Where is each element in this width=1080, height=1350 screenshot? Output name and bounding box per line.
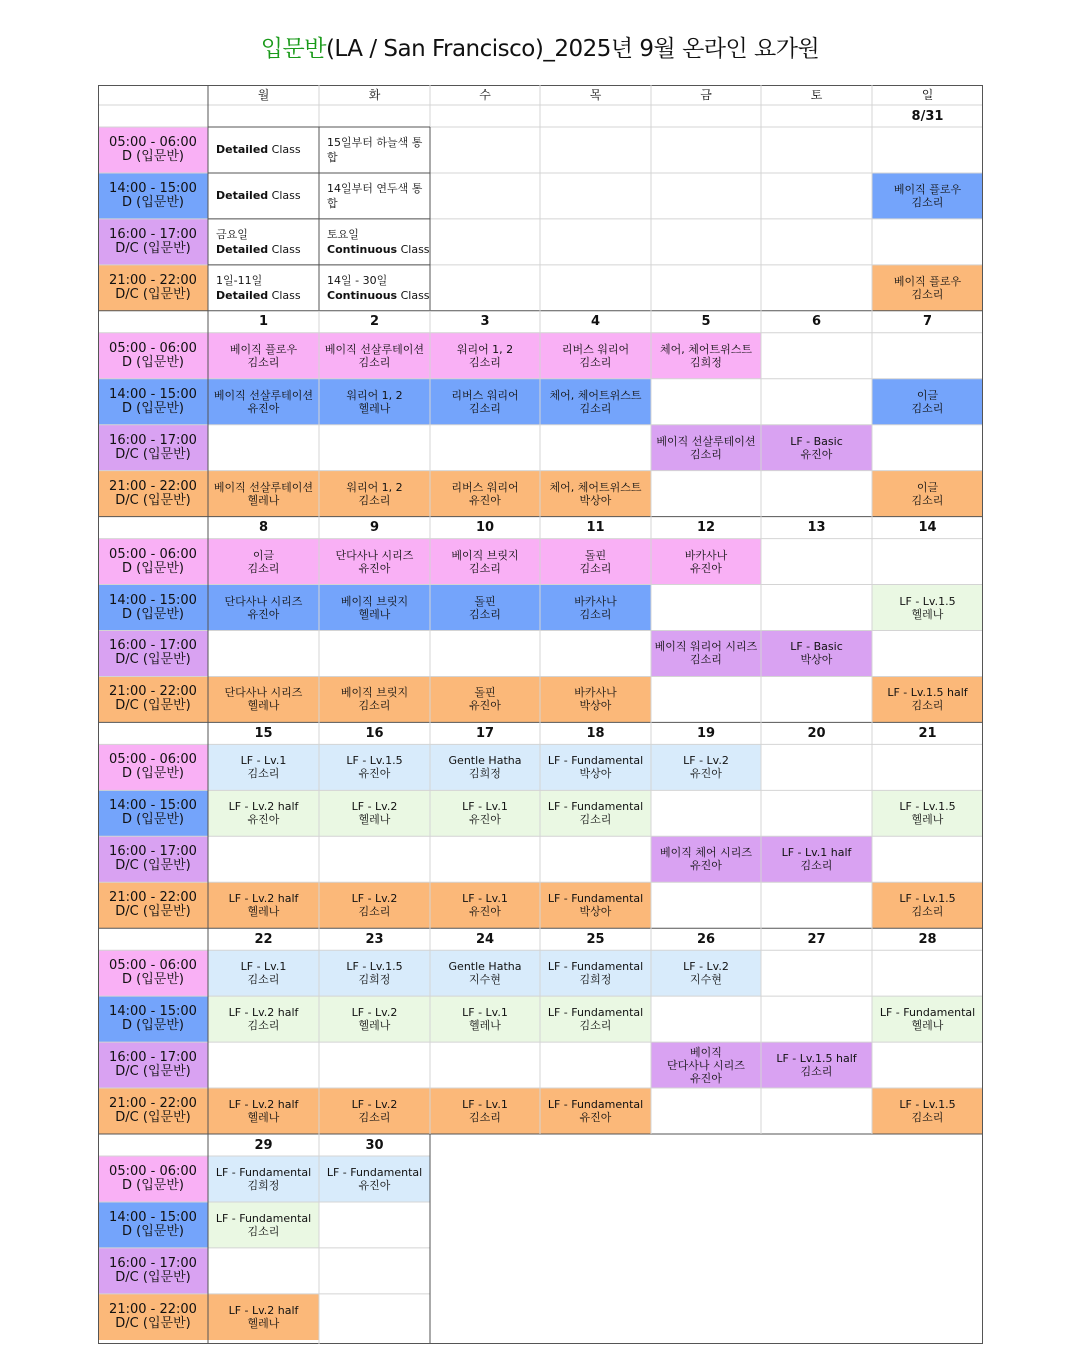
class-name: 워리어 1, 2 <box>346 480 403 494</box>
schedule-table <box>98 85 983 1344</box>
class-name: 리버스 워리어 <box>451 480 519 494</box>
instructor-name: 박상아 <box>579 699 612 713</box>
slot-time: 05:00 - 06:00 <box>109 1163 197 1179</box>
day-header: 금 <box>700 87 712 102</box>
class-name: LF - Lv.1 <box>462 892 508 906</box>
instructor-name: 김소리 <box>911 287 944 301</box>
date-label: 20 <box>807 725 826 741</box>
instructor-name: 김소리 <box>247 561 280 575</box>
class-name: LF - Lv.1 <box>462 1006 508 1020</box>
instructor-name: 김소리 <box>911 699 944 713</box>
instructor-name: 김소리 <box>247 1019 280 1033</box>
slot-time: 14:00 - 15:00 <box>109 1209 197 1225</box>
class-name: LF - Basic <box>790 434 843 448</box>
note-text: Detailed <box>216 288 269 302</box>
class-name: 베이직 <box>690 1045 722 1059</box>
slot-time: 14:00 - 15:00 <box>109 1004 197 1020</box>
instructor-name: 유진아 <box>358 767 391 781</box>
class-name: 워리어 1, 2 <box>346 388 403 402</box>
instructor-name: 헬레나 <box>247 905 280 919</box>
note-text: 토요일 <box>327 227 359 241</box>
class-name: 베이직 플로우 <box>229 342 298 356</box>
slot-type: D/C (입문반) <box>115 1269 191 1285</box>
class-name: 바카사나 <box>684 548 728 562</box>
slot-type: D/C (입문반) <box>115 240 191 256</box>
class-name: LF - Fundamental <box>547 960 644 974</box>
slot-type: D/C (입문반) <box>115 286 191 302</box>
instructor-name: 김소리 <box>800 859 833 873</box>
date-label: 30 <box>365 1137 384 1153</box>
date-label: 9 <box>369 520 380 536</box>
slot-type: D (입문반) <box>122 812 184 828</box>
class-name: LF - Fundamental <box>547 1098 644 1112</box>
instructor-name: 헬레나 <box>911 1019 944 1033</box>
instructor-name: 헬레나 <box>247 493 280 507</box>
date-label: 11 <box>586 520 605 536</box>
instructor-name: 김소리 <box>469 355 501 369</box>
slot-type: D/C (입문반) <box>115 652 191 668</box>
instructor-name: 박상아 <box>579 767 612 781</box>
instructor-name: 헬레나 <box>247 1316 280 1330</box>
title-highlight: 입문반 <box>260 36 326 62</box>
slot-time: 14:00 - 15:00 <box>109 592 197 608</box>
instructor-name: 김소리 <box>911 493 944 507</box>
slot-time: 05:00 - 06:00 <box>109 752 197 768</box>
class-name: LF - Lv.1.5 half <box>776 1052 857 1066</box>
instructor-name: 헬레나 <box>358 401 391 415</box>
slot-time: 16:00 - 17:00 <box>109 638 197 654</box>
instructor-name: 유진아 <box>247 607 280 621</box>
slot-type: D/C (입문반) <box>115 1315 191 1331</box>
class-name: 단다사나 시리즈 <box>335 548 414 562</box>
instructor-name: 김소리 <box>247 973 280 987</box>
note-text: Detailed <box>216 189 269 203</box>
class-name: 베이직 체어 시리즈 <box>659 846 752 860</box>
instructor-name: 김소리 <box>579 607 612 621</box>
slot-time: 21:00 - 22:00 <box>109 272 197 288</box>
class-name: 베이직 브릿지 <box>340 686 409 700</box>
class-name: 바카사나 <box>574 686 617 700</box>
class-name: 단다사나 시리즈 <box>224 594 303 608</box>
slot-time: 16:00 - 17:00 <box>109 1050 197 1066</box>
class-name: 돌핀 <box>474 594 496 608</box>
instructor-name: 헬레나 <box>469 1019 501 1033</box>
class-name: 베이직 워리어 시리즈 <box>654 640 758 654</box>
date-label: 29 <box>254 1137 273 1153</box>
instructor-name: 유진아 <box>690 859 722 873</box>
instructor-name: 김소리 <box>358 493 391 507</box>
note-text: 1일-11일 <box>216 273 263 287</box>
instructor-name: 유진아 <box>690 767 722 781</box>
slot-time: 16:00 - 17:00 <box>109 226 197 242</box>
slot-time: 16:00 - 17:00 <box>109 844 197 860</box>
date-label: 27 <box>807 931 826 947</box>
instructor-name: 김소리 <box>579 1019 612 1033</box>
class-name: LF - Lv.2 half <box>228 1098 299 1112</box>
note-text: Class <box>268 189 301 203</box>
instructor-name: 김희정 <box>247 1178 280 1192</box>
class-name: Gentle Hatha <box>448 754 522 768</box>
class-name: Gentle Hatha <box>448 960 522 974</box>
instructor-name: 유진아 <box>690 561 722 575</box>
slot-time: 21:00 - 22:00 <box>109 478 197 494</box>
instructor-name: 헬레나 <box>358 813 391 827</box>
note-text: 14일부터 연두색 통합 <box>327 181 423 210</box>
instructor-name: 김소리 <box>469 607 501 621</box>
instructor-name: 김소리 <box>911 401 944 415</box>
slot-type: D/C (입문반) <box>115 904 191 920</box>
slot-type: D (입문반) <box>122 1223 184 1239</box>
class-name: 베이직 플로우 <box>893 182 962 196</box>
instructor-name: 김소리 <box>247 1224 280 1238</box>
class-name: LF - Lv.1.5 <box>346 960 403 974</box>
slot-time: 14:00 - 15:00 <box>109 180 197 196</box>
page-title <box>0 30 1080 63</box>
class-name: LF - Fundamental <box>879 1006 976 1020</box>
note-text: Class <box>397 288 430 302</box>
slot-type: D (입문반) <box>122 400 184 416</box>
instructor-name: 김희정 <box>358 973 391 987</box>
date-label: 19 <box>696 725 716 741</box>
date-label: 3 <box>480 314 490 330</box>
date-label: 15 <box>254 725 273 741</box>
class-name: LF - Lv.1 <box>240 960 287 974</box>
note-text: 14일 - 30일 <box>327 273 388 287</box>
slot-time: 05:00 - 06:00 <box>109 958 197 974</box>
instructor-name: 김희정 <box>690 355 722 369</box>
instructor-name: 김소리 <box>911 195 944 209</box>
date-label: 28 <box>918 931 937 947</box>
instructor-name: 유진아 <box>358 561 391 575</box>
instructor-name: 헬레나 <box>911 813 944 827</box>
slot-time: 05:00 - 06:00 <box>109 546 197 562</box>
instructor-name: 김소리 <box>247 355 280 369</box>
slot-type: D (입문반) <box>122 560 184 576</box>
class-name: 체어, 체어트위스트 <box>549 480 642 494</box>
slot-type: D/C (입문반) <box>115 446 191 462</box>
class-name: LF - Lv.2 half <box>228 1303 299 1317</box>
instructor-name: 유진아 <box>800 447 833 461</box>
note-text: 15일부터 하늘색 통합 <box>327 135 423 164</box>
class-name: LF - Lv.2 <box>351 1098 398 1112</box>
date-label: 16 <box>365 725 384 741</box>
slot-time: 16:00 - 17:00 <box>109 432 197 448</box>
note-text: Continuous <box>327 288 398 302</box>
slot-type: D (입문반) <box>122 194 184 210</box>
slot-time: 14:00 - 15:00 <box>109 798 197 814</box>
title-rest: (LA / San Francisco)_2025년 9월 온라인 요가원 <box>325 36 820 62</box>
class-name: LF - Lv.2 <box>683 960 729 974</box>
slot-type: D (입문반) <box>122 1177 184 1193</box>
instructor-name: 헬레나 <box>358 607 391 621</box>
class-name: LF - Lv.1.5 <box>899 800 956 814</box>
instructor-name: 유진아 <box>469 905 501 919</box>
date-label: 22 <box>254 931 273 947</box>
class-name: 돌핀 <box>474 686 496 700</box>
class-name: 리버스 워리어 <box>451 388 519 402</box>
slot-type: D (입문반) <box>122 148 184 164</box>
date-label: 14 <box>918 520 937 536</box>
class-name: LF - Lv.1 half <box>781 846 852 860</box>
date-label: 24 <box>475 931 495 947</box>
class-name: 이글 <box>252 548 275 562</box>
instructor-name: 유진아 <box>247 813 280 827</box>
instructor-name: 김소리 <box>800 1065 833 1079</box>
instructor-name: 박상아 <box>579 493 612 507</box>
class-name: 워리어 1, 2 <box>456 342 514 356</box>
date-label: 17 <box>475 725 495 741</box>
instructor-name: 김소리 <box>579 401 612 415</box>
slot-time: 21:00 - 22:00 <box>109 1096 197 1112</box>
date-label: 26 <box>696 931 716 947</box>
date-label: 18 <box>586 725 605 741</box>
slot-type: D/C (입문반) <box>115 1064 191 1080</box>
instructor-name: 헬레나 <box>911 607 944 621</box>
slot-type: D (입문반) <box>122 972 184 988</box>
class-name: LF - Lv.2 <box>351 892 398 906</box>
class-name: 베이직 선살루테이션 <box>213 480 314 494</box>
date-label: 12 <box>696 520 716 536</box>
instructor-name: 유진아 <box>358 1178 391 1192</box>
note-text: Detailed <box>216 242 269 256</box>
instructor-name: 김소리 <box>469 401 501 415</box>
day-header: 일 <box>921 87 934 102</box>
instructor-name: 김희정 <box>469 767 501 781</box>
instructor-name: 김소리 <box>358 1111 391 1125</box>
instructor-name: 유진아 <box>690 1071 722 1085</box>
slot-time: 05:00 - 06:00 <box>109 134 197 150</box>
instructor-name: 김소리 <box>358 699 391 713</box>
note-text: 금요일 <box>216 227 248 241</box>
instructor-name: 김소리 <box>469 1111 501 1125</box>
date-label: 8 <box>258 520 269 536</box>
class-name: LF - Lv.2 <box>351 1006 398 1020</box>
date-label: 21 <box>918 725 937 741</box>
date-label: 10 <box>475 520 495 536</box>
note-text: Class <box>268 288 301 302</box>
instructor-name: 박상아 <box>800 653 833 667</box>
instructor-name: 김소리 <box>579 355 612 369</box>
class-name: LF - Lv.2 <box>683 754 729 768</box>
slot-time: 14:00 - 15:00 <box>109 386 197 402</box>
day-header: 월 <box>257 87 270 102</box>
day-header: 토 <box>810 87 823 102</box>
grid-lines <box>98 85 983 1344</box>
date-label: 4 <box>590 314 601 330</box>
note-text: Class <box>268 242 301 256</box>
class-name: 체어, 체어트위스트 <box>659 342 752 356</box>
instructor-name: 유진아 <box>469 493 501 507</box>
class-name: LF - Fundamental <box>215 1211 312 1225</box>
date-label: 6 <box>811 314 822 330</box>
class-name: LF - Lv.1.5 <box>899 892 956 906</box>
class-name: 베이직 선살루테이션 <box>324 342 425 356</box>
slot-time: 21:00 - 22:00 <box>109 890 197 906</box>
slot-type: D/C (입문반) <box>115 492 191 508</box>
class-name: 단다사나 시리즈 <box>224 686 303 700</box>
class-name: 베이직 브릿지 <box>340 594 409 608</box>
instructor-name: 김소리 <box>579 561 612 575</box>
class-name: LF - Lv.2 <box>351 800 398 814</box>
class-name: LF - Fundamental <box>326 1165 423 1179</box>
slot-type: D (입문반) <box>122 606 184 622</box>
instructor-name: 김소리 <box>358 905 391 919</box>
class-name: LF - Lv.2 half <box>228 800 299 814</box>
instructor-name: 김소리 <box>469 561 501 575</box>
class-name: 이글 <box>916 480 939 494</box>
instructor-name: 김소리 <box>911 905 944 919</box>
class-name: 베이직 선살루테이션 <box>213 388 314 402</box>
slot-time: 16:00 - 17:00 <box>109 1255 197 1271</box>
note-text: Class <box>268 143 301 157</box>
instructor-name: 유진아 <box>469 813 501 827</box>
class-name: LF - Lv.1 <box>462 1098 508 1112</box>
class-name: LF - Lv.1.5 half <box>887 686 968 700</box>
instructor-name: 김소리 <box>690 653 722 667</box>
date-label: 23 <box>365 931 384 947</box>
date-label: 2 <box>369 314 380 330</box>
instructor-name: 헬레나 <box>247 1111 280 1125</box>
class-name: LF - Lv.1.5 <box>899 1098 956 1112</box>
instructor-name: 김소리 <box>247 767 280 781</box>
date-label: 1 <box>258 314 269 330</box>
class-name: 돌핀 <box>584 548 607 562</box>
class-name: LF - Fundamental <box>547 754 644 768</box>
class-name: 리버스 워리어 <box>561 342 630 356</box>
instructor-name: 김소리 <box>911 1111 944 1125</box>
class-name: 베이직 브릿지 <box>451 548 519 562</box>
date-label: 25 <box>586 931 605 947</box>
instructor-name: 김소리 <box>579 813 612 827</box>
instructor-name: 김소리 <box>358 355 391 369</box>
class-name: LF - Lv.1 <box>462 800 508 814</box>
class-name: 바카사나 <box>574 594 617 608</box>
class-name: LF - Basic <box>790 640 843 654</box>
instructor-name: 김희정 <box>579 973 612 987</box>
class-name: 체어, 체어트위스트 <box>549 388 642 402</box>
note-text: Class <box>397 242 430 256</box>
class-name: LF - Fundamental <box>547 1006 644 1020</box>
instructor-name: 유진아 <box>469 699 501 713</box>
class-name: LF - Lv.1.5 <box>899 594 956 608</box>
date-label: 8/31 <box>911 108 944 124</box>
class-name: LF - Lv.2 half <box>228 1006 299 1020</box>
class-name: 베이직 선살루테이션 <box>656 434 756 448</box>
class-name: 이글 <box>916 388 939 402</box>
instructor-name: 지수현 <box>690 973 722 987</box>
class-name: LF - Fundamental <box>215 1165 312 1179</box>
date-label: 7 <box>922 314 933 330</box>
class-name: LF - Fundamental <box>547 800 644 814</box>
date-label: 13 <box>807 520 826 536</box>
slot-type: D (입문반) <box>122 1018 184 1034</box>
slot-type: D/C (입문반) <box>115 1110 191 1126</box>
instructor-name: 단다사나 시리즈 <box>667 1058 745 1072</box>
instructor-name: 박상아 <box>579 905 612 919</box>
slot-time: 21:00 - 22:00 <box>109 1301 197 1317</box>
instructor-name: 유진아 <box>579 1111 612 1125</box>
note-text: Continuous <box>327 242 398 256</box>
slot-type: D (입문반) <box>122 354 184 370</box>
instructor-name: 헬레나 <box>358 1019 391 1033</box>
instructor-name: 유진아 <box>247 401 280 415</box>
class-name: LF - Lv.1.5 <box>346 754 403 768</box>
day-header: 목 <box>589 87 602 102</box>
slot-time: 05:00 - 06:00 <box>109 340 197 356</box>
class-name: LF - Lv.2 half <box>228 892 299 906</box>
instructor-name: 헬레나 <box>247 699 280 713</box>
class-name: LF - Lv.1 <box>240 754 287 768</box>
slot-type: D (입문반) <box>122 766 184 782</box>
instructor-name: 지수현 <box>469 973 501 987</box>
slot-type: D/C (입문반) <box>115 858 191 874</box>
class-name: 베이직 플로우 <box>893 274 962 288</box>
slot-type: D/C (입문반) <box>115 698 191 714</box>
note-text: Detailed <box>216 143 269 157</box>
day-header: 화 <box>368 87 381 102</box>
class-name: LF - Fundamental <box>547 892 644 906</box>
instructor-name: 김소리 <box>690 447 722 461</box>
slot-time: 21:00 - 22:00 <box>109 684 197 700</box>
day-header: 수 <box>479 87 491 102</box>
date-label: 5 <box>701 314 711 330</box>
